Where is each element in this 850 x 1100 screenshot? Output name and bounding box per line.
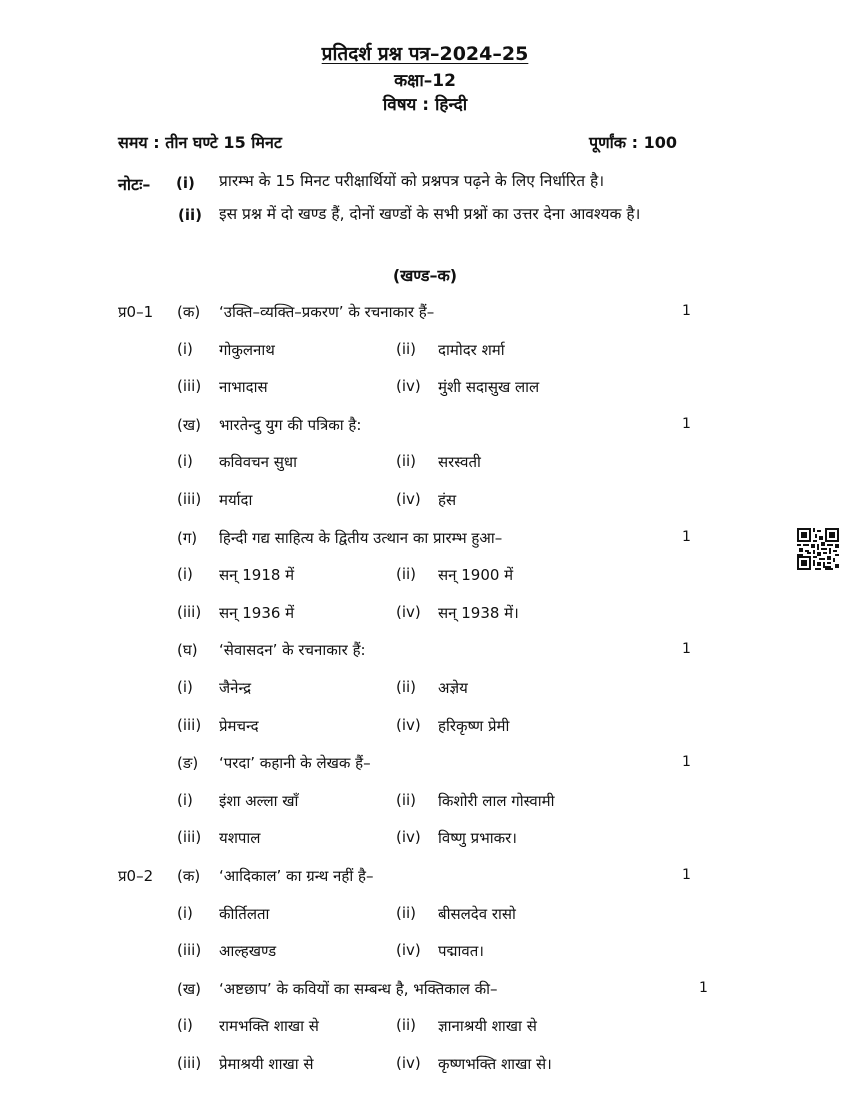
option-marker: (i) (177, 903, 193, 922)
note-label: नोटः– (118, 175, 151, 194)
option-text: सरस्वती (438, 453, 481, 472)
option-marker: (i) (177, 1016, 193, 1035)
question-marks: 1 (682, 754, 691, 771)
question-text: ‘अष्टछाप’ के कवियों का सम्बन्ध है, भक्तिकाल की– (219, 979, 498, 998)
option-text: प्रेमाश्रयी शाखा से (219, 1055, 314, 1073)
note-text: इस प्रश्न में दो खण्ड हैं, दोनों खण्डों के सभी प्रश्नों का उत्तर देना आवश्यक है। (219, 205, 641, 223)
option-marker: (i) (177, 565, 193, 584)
option-text: इंशा अल्ला खाँ (219, 791, 299, 810)
option-text: सन् 1918 में (219, 566, 295, 585)
option-text: गोकुलनाथ (219, 340, 275, 359)
option-marker: (ii) (396, 339, 417, 358)
subject-label: विषय : हिन्दी (382, 95, 468, 115)
option-marker: (i) (177, 678, 193, 696)
option-text: जैनेन्द्र (219, 679, 252, 697)
question-marks: 1 (682, 415, 691, 432)
option-text: हरिकृष्ण प्रेमी (438, 716, 510, 735)
option-marker: (iv) (396, 828, 421, 847)
option-marker: (iii) (177, 602, 202, 621)
option-text: कृष्णभक्ति शाखा से। (438, 1055, 552, 1073)
option-text: सन् 1900 में (438, 566, 514, 585)
note-marker: (i) (176, 174, 195, 192)
question-text: भारतेन्दु युग की पत्रिका है: (219, 415, 362, 434)
option-marker: (i) (177, 790, 193, 809)
question-number: प्र0–1 (118, 303, 154, 321)
option-text: बीसलदेव रासो (438, 904, 516, 923)
option-text: दामोदर शर्मा (438, 340, 505, 359)
part-label: (क) (177, 303, 201, 321)
option-marker: (iv) (396, 1054, 421, 1072)
option-marker: (ii) (396, 1016, 417, 1035)
question-text: ‘सेवासदन’ के रचनाकार हैं: (219, 641, 366, 660)
part-label: (ख) (177, 415, 201, 434)
paper-title: प्रतिदर्श प्रश्न पत्र–2024–25 (321, 43, 529, 65)
option-marker: (iv) (396, 941, 421, 960)
option-marker: (ii) (396, 452, 417, 471)
option-text: यशपाल (219, 829, 261, 848)
question-marks: 1 (682, 641, 691, 658)
option-marker: (iii) (177, 941, 202, 960)
option-text: विष्णु प्रभाकर। (438, 829, 517, 848)
question-marks: 1 (682, 528, 691, 545)
option-marker: (iv) (396, 377, 421, 396)
option-text: प्रेमचन्द (219, 716, 259, 735)
part-label: (ङ) (177, 754, 199, 773)
note-marker: (ii) (178, 206, 202, 224)
option-marker: (iii) (177, 828, 202, 847)
question-number: प्र0–2 (118, 867, 154, 885)
option-marker: (i) (177, 452, 193, 471)
option-marker: (iv) (396, 490, 421, 508)
option-text: सन् 1936 में (219, 603, 295, 622)
time-label: समय : तीन घण्टे 15 मिनट (118, 133, 282, 152)
option-marker: (iii) (177, 715, 202, 734)
note-text: प्रारम्भ के 15 मिनट परीक्षार्थियों को प्रश्नपत्र पढ़ने के लिए निर्धारित है। (219, 172, 605, 190)
option-text: मर्यादा (219, 491, 253, 509)
question-marks: 1 (682, 867, 691, 883)
option-text: कीर्तिलता (219, 904, 270, 923)
option-text: मुंशी सदासुख लाल (438, 378, 540, 397)
option-text: ज्ञानाश्रयी शाखा से (438, 1017, 537, 1036)
question-marks: 1 (699, 979, 708, 996)
max-marks-label: पूर्णांक : 100 (589, 133, 678, 152)
question-marks: 1 (682, 303, 691, 319)
section-heading: (खण्ड–क) (392, 266, 458, 285)
option-marker: (ii) (396, 678, 417, 696)
option-marker: (iii) (177, 377, 202, 396)
option-marker: (ii) (396, 565, 417, 584)
question-text: ‘आदिकाल’ का ग्रन्थ नहीं है– (219, 867, 374, 885)
option-marker: (ii) (396, 903, 417, 922)
part-label: (क) (177, 867, 201, 885)
option-text: सन् 1938 में। (438, 603, 519, 622)
option-marker: (iii) (177, 1054, 202, 1072)
option-marker: (i) (177, 339, 193, 358)
question-text: ‘उक्ति–व्यक्ति–प्रकरण’ के रचनाकार हैं– (219, 303, 435, 321)
option-marker: (ii) (396, 790, 417, 809)
part-label: (घ) (177, 641, 198, 660)
option-marker: (iv) (396, 715, 421, 734)
question-text: हिन्दी गद्य साहित्य के द्वितीय उत्थान का प्रारम्भ हुआ– (219, 528, 503, 547)
option-marker: (iv) (396, 602, 421, 621)
class-label: कक्षा–12 (394, 71, 456, 91)
option-text: हंस (438, 491, 457, 509)
question-text: ‘परदा’ कहानी के लेखक हैं– (219, 754, 371, 773)
option-text: आल्हखण्ड (219, 942, 277, 961)
option-text: कविवचन सुधा (219, 453, 297, 472)
option-text: अज्ञेय (438, 679, 468, 697)
option-text: पद्मावत। (438, 942, 484, 961)
qr-code-icon (797, 528, 839, 570)
part-label: (ग) (177, 528, 198, 547)
option-text: नाभादास (219, 378, 268, 397)
option-text: रामभक्ति शाखा से (219, 1017, 319, 1036)
part-label: (ख) (177, 979, 201, 998)
option-text: किशोरी लाल गोस्वामी (438, 791, 555, 810)
option-marker: (iii) (177, 490, 202, 508)
